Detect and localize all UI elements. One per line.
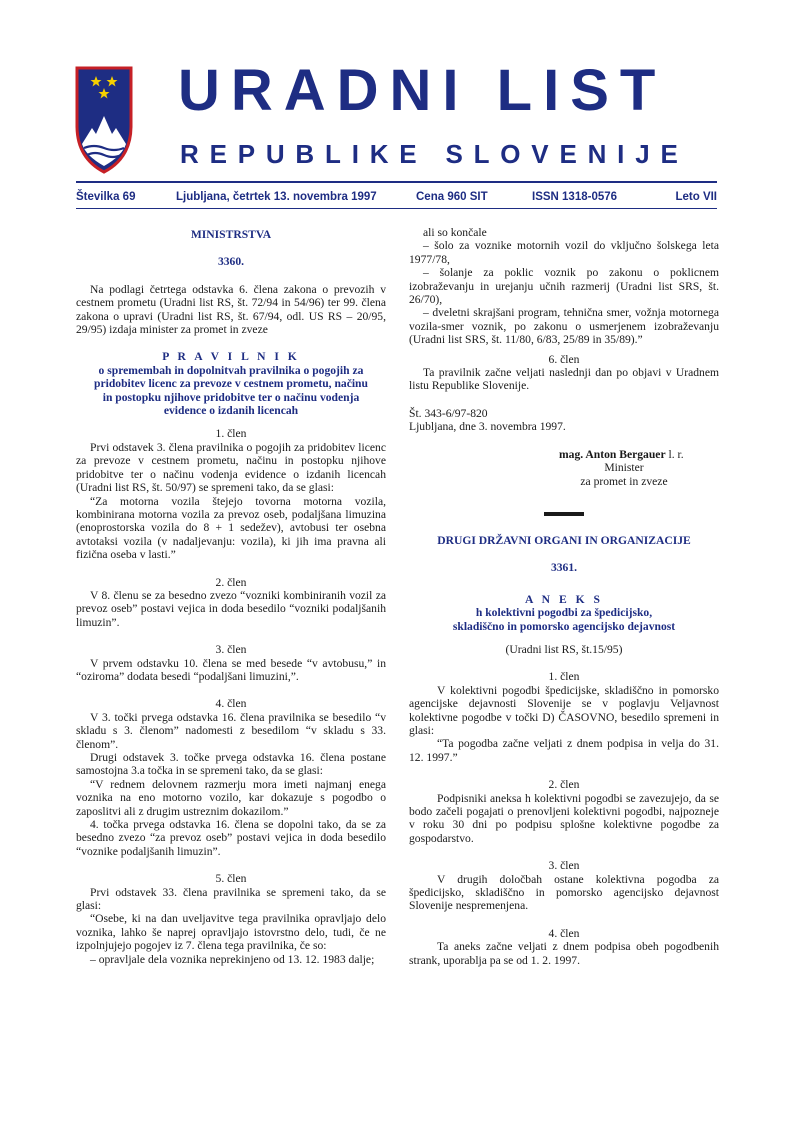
issue-info-bar	[76, 191, 717, 207]
article-heading: 2. člen	[215, 575, 247, 589]
issue-number: Številka 69	[76, 191, 136, 203]
issue-place-date: Ljubljana, četrtek 13. novembra 1997	[176, 191, 377, 203]
section-heading: DRUGI DRŽAVNI ORGANI IN ORGANIZACIJE	[437, 533, 691, 547]
reference-number: Št. 343-6/97-820	[409, 406, 488, 420]
header-rule-bottom	[76, 208, 717, 209]
paragraph: Drugi odstavek 3. točke prvega odstavka 16. člena postane samostojna 3.a točka in se spremeni tako, da se glasi:	[76, 751, 386, 778]
document-number: 3360.	[217, 255, 245, 269]
paragraph: Na podlagi četrtega odstavka 6. člena zakona o prevozih v cestnem prometu (Uradni list RS, št. 72/94 in 54/96) ter 99. člena zakona o upravi (Uradni list RS, št. 67/94, odl. US RS – 20/95, 29/95) izdaja minister za promet in zveze	[76, 282, 386, 337]
article-heading: 1. člen	[215, 427, 247, 441]
paragraph: V drugih določbah ostane kolektivna pogodba za špedicijsko, skladiščno in pomorsko agencijsko dejavnost Slovenije nespremenjena.	[409, 872, 719, 913]
document-title: o spremembah in dopolnitvah pravilnika o pogojih za pridobitev licenc za prevoze v cestnem prometu, načinu in postopku njihove pridobitve ter o načinu vodenja evidence o izdanih licencah	[94, 363, 368, 418]
paragraph: Ta pravilnik začne veljati naslednji dan po objavi v Uradnem listu Republike Slovenije.	[409, 366, 719, 393]
paragraph: – šolanje za poklic voznik po zakonu o poklicnem izobraževanju in urejanju učnih razmerij (Uradni list SRS, št. 26/70),	[409, 266, 719, 307]
header-rule-top	[76, 181, 717, 183]
issue-year: Leto VII	[675, 191, 717, 203]
paragraph: “Osebe, ki na dan uveljavitve tega pravilnika opravljajo delo voznika, lahko še naprej opravljajo istovrstno delo, tudi, če ne izpolnjujejo pogojev iz 7. člena tega pravilnika, če so:	[76, 912, 386, 953]
article-heading: 6. člen	[548, 352, 580, 366]
document-type: A N E K S	[525, 592, 603, 606]
paragraph: “Ta pogodba začne veljati z dnem podpisa in velja do 31. 12. 1997.”	[409, 737, 719, 764]
document-title: h kolektivni pogodbi za špedicijsko, skladiščno in pomorsko agencijsko dejavnost	[452, 606, 676, 633]
document-reference: (Uradni list RS, št.15/95)	[505, 642, 623, 656]
article-heading: 3. člen	[215, 643, 247, 657]
coat-of-arms-icon	[74, 66, 134, 174]
article-heading: 5. člen	[215, 872, 247, 886]
article-heading: 4. člen	[548, 926, 580, 940]
issue-price: Cena 960 SIT	[416, 191, 488, 203]
paragraph: “Za motorna vozila štejejo tovorna motorna vozila, kombinirana motorna vozila za prevoz oseb, podaljšana limuzina (enoprostorska vozila do 8 + 1 sedežev), avtobusi ter osebna avtotaksi vozila (v nadaljevanju: vozila), ki jih ima pravna ali fizična oseba v lasti.”	[76, 494, 386, 562]
article-heading: 3. člen	[548, 859, 580, 873]
paragraph: Ta aneks začne veljati z dnem podpisa obeh pogodbenih strank, uporablja pa se od 1. 2. 1997.	[409, 940, 719, 967]
signature-name-line	[409, 448, 719, 461]
signatory-role: Minister	[604, 461, 644, 475]
section-heading: MINISTRSTVA	[190, 228, 272, 241]
paragraph: “V rednem delovnem razmerju mora imeti najmanj enega voznika na eno motorno vozilo, kar dokazuje s pogodbo o zaposlitvi ali z drugim ustreznim dokazilom.”	[76, 777, 386, 818]
paragraph: V kolektivni pogodbi špedicijske, skladiščno in pomorsko agencijske dejavnosti Slovenije se v poglavju Veljavnost kolektivne pogodbe v točki D) ČASOVNO, besedilo spremeni in glasi:	[409, 683, 719, 737]
masthead-subtitle: REPUBLIKE SLOVENIJE	[180, 139, 689, 169]
paragraph: ali so končale	[423, 226, 487, 239]
signatory-role: za promet in zveze	[580, 474, 668, 488]
paragraph: – šolo za voznike motornih vozil do vključno šolskega leta 1977/78,	[409, 239, 719, 266]
paragraph: V prvem odstavku 10. člena se med besede “v avtobusu,” in “oziroma” dodata besedi “podaljšani limuzini,”.	[76, 656, 386, 683]
paragraph: 4. točka prvega odstavka 16. člena se dopolni tako, da se za besedno zvezo “za prevoz oseb” postavi vejica in doda besedilo “voznike podaljšanih limuzin”.	[76, 818, 386, 858]
issue-issn: ISSN 1318-0576	[532, 191, 618, 203]
article-heading: 1. člen	[548, 670, 580, 684]
article-heading: 2. člen	[548, 778, 580, 792]
signature-lr: l. r.	[665, 447, 684, 461]
paragraph: Podpisniki aneksa h kolektivni pogodbi se zavezujejo, da se bodo začeli pogajati o prenovljeni kolektivni pogodbi, najpozneje v roku 30 dni po podpisu splošne kolektivne pogodbe za gospodarstvo.	[409, 791, 719, 845]
paragraph: – dveletni skrajšani program, tehnična smer, vožnja motornega vozila-smer voznik, po zakonu o usmerjenem izobraževanju (Uradni list SRS, št. 11/80, 6/83, 25/89 in 35/89).”	[409, 306, 719, 347]
right-column	[409, 226, 719, 967]
paragraph: – opravljale dela voznika neprekinjeno od 13. 12. 1983 dalje;	[90, 952, 375, 966]
article-heading: 4. člen	[215, 697, 247, 711]
signatory-name: mag. Anton Bergauer	[559, 447, 666, 461]
paragraph: V 8. členu se za besedno zvezo “vozniki kombiniranih vozil za prevoz oseb” postavi vejica in doda besedilo “vozniki podaljšanih limuzin”.	[76, 588, 386, 629]
masthead-title: URADNI LIST	[178, 58, 667, 123]
paragraph: Prvi odstavek 3. člena pravilnika o pogojih za pridobitev licenc za prevoze v cestnem prometu, načinu in postopku njihove pridobitve ter o načinu vodenja evidence o izdanih licencah (Uradni list RS, št. 50/97) se spremeni tako, da se glasi:	[76, 440, 386, 495]
paragraph: Prvi odstavek 33. člena pravilnika se spremeni tako, da se glasi:	[76, 885, 386, 913]
paragraph: V 3. točki prvega odstavka 16. člena pravilnika se besedilo “v skladu s 3. členom” nadomesti z besedilom “v skladu s 33. členom”.	[76, 710, 386, 751]
signing-date: Ljubljana, dne 3. novembra 1997.	[409, 420, 566, 434]
left-column	[76, 228, 386, 966]
document-type: P R A V I L N I K	[162, 350, 300, 364]
document-number: 3361.	[550, 561, 578, 575]
